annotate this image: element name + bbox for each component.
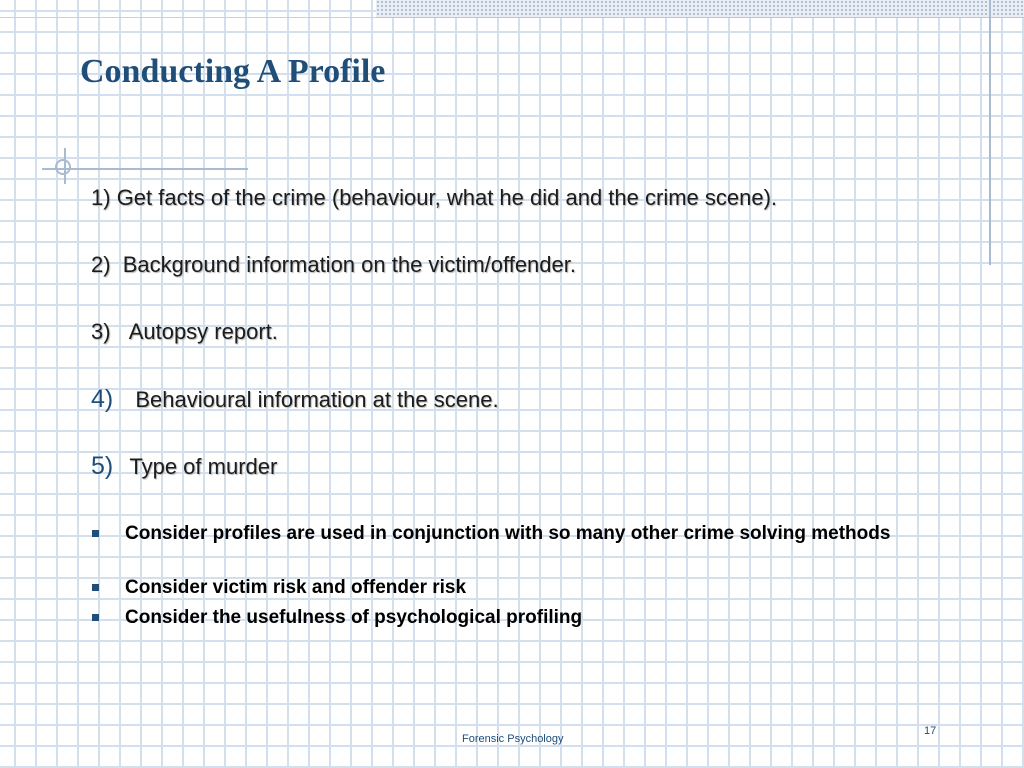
bullet-item <box>92 576 972 599</box>
step-label: Autopsy report. <box>128 319 278 344</box>
vertical-rule-line <box>989 0 991 265</box>
crosshair-horizontal-line <box>42 168 248 170</box>
step-item <box>91 252 576 278</box>
bullet-text: Consider the usefulness of psychological profiling <box>125 607 583 628</box>
bullet-item <box>92 522 972 545</box>
step-item <box>91 452 277 481</box>
step-label: Background information on the victim/offender. <box>122 252 576 277</box>
crosshair-circle-icon <box>55 159 71 175</box>
step-label: Type of murder <box>129 454 278 479</box>
bullet-text: Consider profiles are used in conjunction with so many other crime solving methods <box>125 523 891 544</box>
square-bullet-icon <box>92 530 99 537</box>
step-number: 4) <box>91 385 114 413</box>
step-number: 2) <box>91 252 111 277</box>
step-item <box>91 385 499 414</box>
step-number: 1) <box>91 185 111 210</box>
top-rule-line <box>0 17 376 18</box>
page-number: 17 <box>924 725 937 737</box>
slide-title: Conducting A Profile <box>80 53 386 90</box>
step-number: 3) <box>91 319 111 344</box>
footer-text: Forensic Psychology <box>462 733 564 745</box>
step-label: Behavioural information at the scene. <box>135 387 499 412</box>
top-decorative-band <box>376 0 1024 18</box>
square-bullet-icon <box>92 584 99 591</box>
step-item <box>91 319 278 345</box>
step-item <box>91 185 777 211</box>
step-number: 5) <box>91 452 114 480</box>
step-label: Get facts of the crime (behaviour, what he did and the crime scene). <box>116 185 778 210</box>
square-bullet-icon <box>92 614 99 621</box>
bullet-text: Consider victim risk and offender risk <box>125 577 467 598</box>
bullet-item <box>92 606 972 629</box>
